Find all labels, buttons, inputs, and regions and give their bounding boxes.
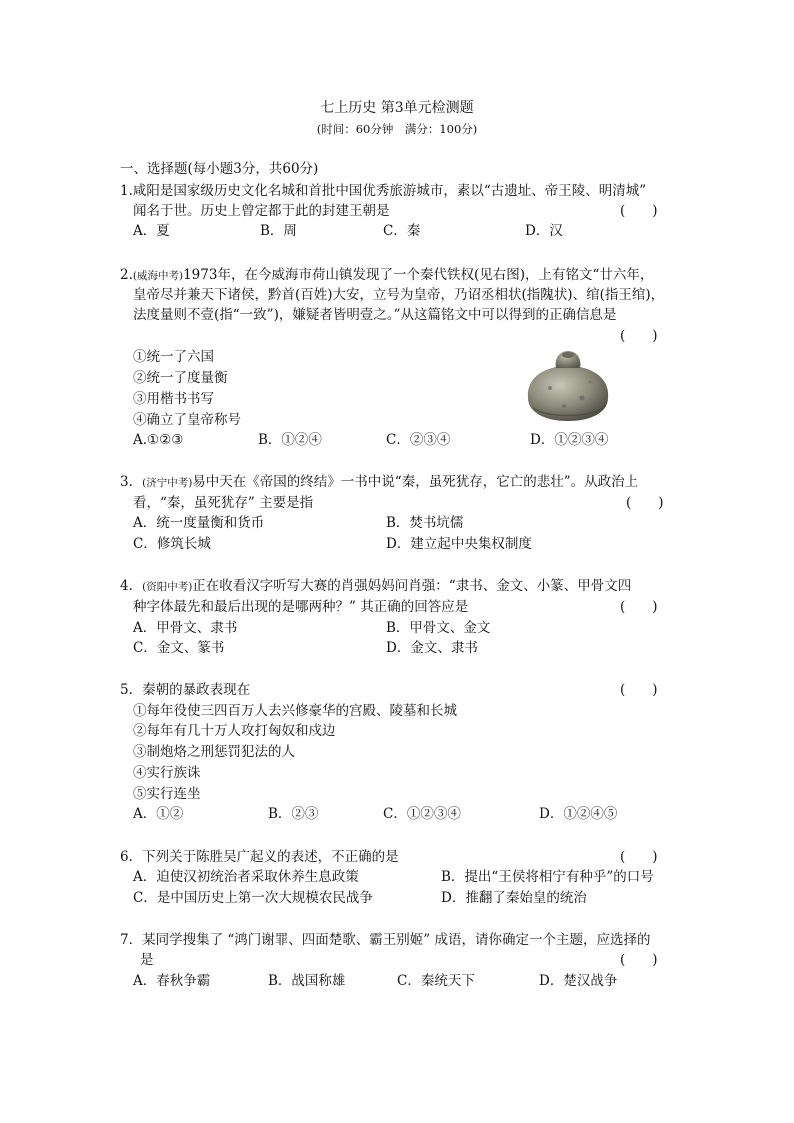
q2-option-b: B．①②④ (258, 432, 322, 448)
q2-number: 2. (120, 267, 133, 283)
q5-item-4: ④实行族诛 (133, 765, 201, 781)
q4-option-c: C．金文、篆书 (133, 640, 225, 656)
q2-item-1: ①统一了六国 (133, 349, 214, 365)
q5-item-1: ①每年役使三四百万人去兴修豪华的宫殿、陵墓和长城 (133, 703, 457, 719)
q3-option-c: C．修筑长城 (133, 536, 211, 552)
q3-answer-blank: ( ) (626, 495, 664, 511)
q1-line1: 1.咸阳是国家级历史文化名城和首批中国优秀旅游城市，素以“古遗址、帝王陵、明清城” (120, 183, 647, 199)
q3-number: 3． (120, 474, 143, 490)
q3-option-a: A．统一度量衡和货币 (133, 515, 265, 531)
q3-line1-text: 易中天在《帝国的终结》一书中说“秦，虽死犹存，它亡的悲壮”。从政治上 (192, 474, 639, 490)
q2-answer-blank: ( ) (620, 328, 658, 344)
q4-option-a: A．甲骨文、隶书 (133, 620, 238, 636)
q2-item-4: ④确立了皇帝称号 (133, 412, 241, 428)
q3-option-b: B．焚书坑儒 (386, 515, 464, 531)
q3-line2: 看，“秦，虽死犹存” 主要是指 (133, 495, 314, 511)
q4-option-d: D．金文、隶书 (386, 640, 478, 656)
q6-option-b: B．提出“王侯将相宁有种乎”的口号 (441, 869, 654, 885)
q4-line1 (120, 577, 631, 596)
q2-line2: 皇帝尽并兼天下诸侯，黔首(百姓)大安，立号为皇帝，乃诏丞相状(指隗状)、绾(指王绾)， (133, 287, 665, 303)
q4-number: 4． (120, 578, 143, 594)
q7-option-d: D．楚汉战争 (539, 973, 618, 989)
q1-option-c: C．秦 (383, 223, 421, 239)
q1-option-d: D．汉 (525, 223, 563, 239)
q6-line1: 6．下列关于陈胜吴广起义的表述，不正确的是 (120, 849, 399, 865)
q5-option-d: D．①②④⑤ (539, 806, 618, 822)
q3-line1 (120, 473, 638, 492)
q1-option-a: A．夏 (133, 223, 170, 239)
q1-line2: 闻名于世。历史上曾定都于此的封建王朝是 (133, 203, 390, 219)
q4-answer-blank: ( ) (620, 599, 658, 615)
q5-item-3: ③制炮烙之刑惩罚犯法的人 (133, 744, 295, 760)
q6-answer-blank: ( ) (620, 849, 658, 865)
page-title: 七上历史 第3单元检测题 (320, 100, 474, 116)
q5-item-5: ⑤实行连坐 (133, 786, 201, 802)
q7-line1: 7．某同学搜集了 “鸿门谢罪、四面楚歌、霸王别姬” 成语，请你确定一个主题，应选择的 (120, 932, 651, 948)
q7-answer-blank: ( ) (620, 952, 658, 968)
q6-option-a: A．迫使汉初统治者采取休养生息政策 (133, 869, 359, 885)
q5-line1: 5．秦朝的暴政表现在 (120, 682, 251, 698)
q2-line1 (120, 266, 653, 285)
q5-option-a: A．①② (133, 806, 184, 822)
q2-line1-text: 1973年，在今威海市荷山镇发现了一个秦代铁权(见右图)，上有铭文“廿六年， (183, 267, 654, 283)
q2-line3: 法度量则不壹(指“一致”)，嫌疑者皆明壹之。”从这篇铭文中可以得到的正确信息是 (133, 307, 617, 323)
exam-info: (时间：60分钟 满分：100分) (316, 122, 478, 136)
q5-option-c: C．①②③④ (383, 806, 461, 822)
q4-option-b: B．甲骨文、金文 (386, 620, 491, 636)
q7-option-a: A．春秋争霸 (133, 973, 211, 989)
q6-option-d: D．推翻了秦始皇的统治 (441, 890, 587, 906)
section-heading: 一、选择题(每小题3分，共60分) (120, 161, 319, 177)
q2-item-2: ②统一了度量衡 (133, 370, 228, 386)
q2-option-d: D．①②③④ (530, 432, 609, 448)
q5-item-2: ②每年有几十万人攻打匈奴和戍边 (133, 723, 336, 739)
q4-line2: 种字体最先和最后出现的是哪两种？” 其正确的回答应是 (133, 599, 469, 615)
qin-iron-weight-image (520, 348, 616, 424)
q2-source: (威海中考) (132, 270, 184, 282)
q1-answer-blank: ( ) (620, 203, 658, 219)
q2-option-c: C．②③④ (386, 432, 451, 448)
q2-item-3: ③用楷书书写 (133, 391, 214, 407)
q2-option-a: A.①②③ (133, 432, 184, 448)
q6-option-c: C．是中国历史上第一次大规模农民战争 (133, 890, 373, 906)
q5-answer-blank: ( ) (620, 682, 658, 698)
q7-option-c: C．秦统天下 (397, 973, 475, 989)
q3-option-d: D．建立起中央集权制度 (386, 536, 532, 552)
q7-line2: 是 (140, 952, 154, 968)
q4-line1-text: 正在收看汉字听写大赛的肖强妈妈问肖强：“隶书、金文、小篆、甲骨文四 (192, 578, 632, 594)
q1-option-b: B．周 (260, 223, 297, 239)
q4-source: (资阳中考) (142, 581, 193, 593)
q7-option-b: B．战国称雄 (268, 973, 346, 989)
q5-option-b: B．②③ (268, 806, 319, 822)
q3-source: (济宁中考) (142, 477, 193, 489)
